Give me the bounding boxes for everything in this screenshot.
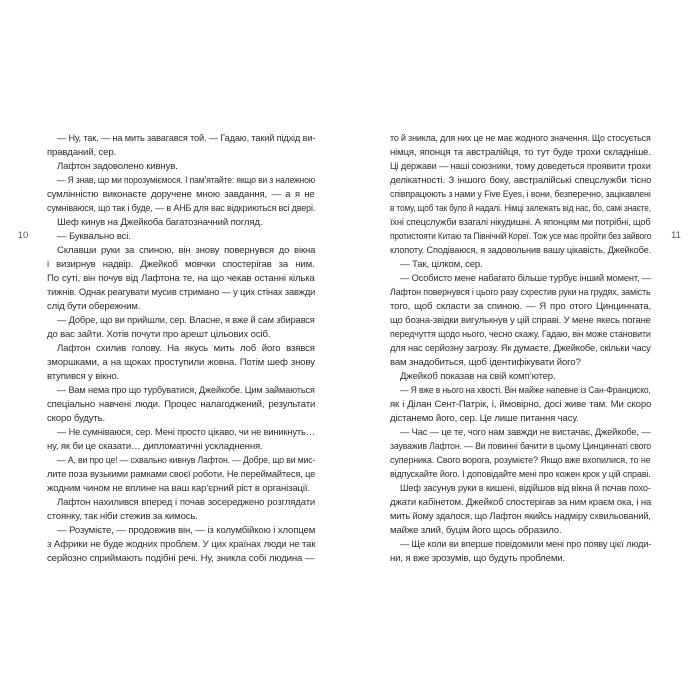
page-number-left: 10 (17, 230, 29, 241)
text-line: джати кабінетом. Джейкоб спостерігав за ним краєм ока, і на (390, 497, 652, 508)
text-line: Ці держави — наші союзники, тому доведеться проявити трохи (390, 161, 651, 172)
text-line: лите поза вузькими рамками своєї роботи. Не переймайтеся, це (47, 469, 316, 480)
text-line: суперника. Свого ворога, розумієте? Якщо вже вхопилися, то не (390, 455, 651, 466)
text-line: скоро будуть. (47, 413, 106, 424)
text-line: протистояти Китаю та Північній Кореї. Тож усе має пройти без зайвого (390, 231, 652, 242)
text-line: і визирнув надвір. Джейкоб мовчки спостерігав за ним. (47, 259, 315, 270)
text-line: делікатності. З іншого боку, австралійські спецслужби тісно (390, 175, 652, 186)
text-line: ну, як би це сказати… дипломатичні ускладнення. (47, 441, 263, 452)
text-line: правданий, сер. (47, 147, 117, 158)
text-line: Шеф кинув на Джейкоба багатозначний погляд. (57, 217, 263, 228)
text-line: Шеф засунув руки в кишені, відійшов від вікна й почав похо- (400, 483, 651, 494)
text-line: майже злий, буцім його щось образило. (390, 525, 562, 536)
text-line: з Африки не буде жодних проблем. У цих країнах люди не так (47, 539, 316, 550)
text-line: тижнів. Однак реагувати мусив стримано — у цих стінах завжди (47, 287, 316, 298)
text-line: спеціально навчені люди. Процес налагоджений, результати (47, 399, 316, 410)
text-line: стоянку, так ніби стежив за кимось. (47, 511, 198, 522)
text-line: дістанемо його, сер. Це лише питання часу. (390, 413, 579, 424)
text-line: — Час — це те, чого нам завжди не вистачає, Джейкобе, — (400, 427, 651, 438)
right-page-text (390, 132, 651, 566)
text-line: Лафтон повернувся і цього разу схрестив руки на грудях, замість (390, 287, 651, 298)
text-line: відпускайте його. І доповідайте мені про кожен крок у цій справі. (390, 469, 651, 480)
text-line: вам знадобиться, щоб ідентифікувати його? (390, 357, 581, 368)
text-line: — Я вже в нього на хвості. Він майже напевне із Сан-Франциско, (400, 385, 651, 396)
text-line: для нас серйозну загрозу. Як думаєте, Джейкобе, скільки часу (390, 343, 651, 354)
left-page-text (47, 132, 315, 566)
text-line: жодним чином не вплине на ваш кар’єрний ріст в організації. (47, 483, 310, 494)
text-line: — Ще коли ви вперше повідомили мені про появу цієї люди- (400, 539, 652, 550)
text-line: Лафтон нахилився вперед і почав зосереджено розглядати (57, 497, 316, 508)
text-line: передчуття щодо нього, чесно скажу. Гадаю, він може становити (390, 329, 651, 340)
text-line: Лафтон задоволено кивнув. (57, 161, 178, 172)
text-line: зауважив Лафтон. — Ви повинні бачити в цьому Цинциннаті свого (390, 441, 651, 452)
text-line: — Добре, що ви прийшли, сер. Власне, я вже й сам збирався (57, 315, 315, 326)
text-line: сумніваюся, що так і буде, — в АНБ для вас відкриються всі двері. (47, 203, 316, 214)
text-line: — Ну, так, — на мить завагався той. — Гадаю, такий підхід ви- (57, 133, 316, 144)
text-line: — Не сумніваюся, сер. Мені просто цікаво, чи не виникнуть… (57, 427, 315, 438)
text-line: сумлінністю виконаєте доручене мною завдання, — а я не (47, 189, 315, 200)
text-line: того, щоб скласти за спиною. — Я про отого Цинцинната, (390, 301, 651, 312)
text-line: — Так, цілком, сер. (400, 259, 483, 270)
text-line: — Особисто мене набагато більше турбує інший момент, — (400, 273, 651, 284)
text-line: співпрацюють з нами у Five Eyes, і вони, безперечно, зацікавлені (390, 189, 651, 200)
text-line: зморшками, а на щоках проступили жовна. Потім шеф знову (47, 357, 315, 368)
text-line: німця, японця та австралійця, то тут буде трохи складніше. (390, 147, 651, 158)
text-line: що бозна-звідки вигулькнув у цій справі. У мене якесь погане (390, 315, 651, 326)
text-line: мить йому здалося, що Лафтон якийсь надміру схвильований, (390, 511, 651, 522)
text-line: як і Ділан Сент-Патрік, і, ймовірно, досі живе там. Ми скоро (390, 399, 652, 410)
text-line: клопоту. Сподіваюся, я задовольнив вашу цікавість, Джейкобе. (390, 245, 652, 256)
text-line: По суті, він почув від Лафтона те, на що чекав останні кілька (47, 273, 315, 284)
text-line: то й зникла, для них це не має жодного значення. Що стосується (390, 133, 651, 144)
text-line: серйозно сприймають подібні речі. Ну, зникла собі людина — (47, 553, 315, 564)
text-line: Лафтон схилив голову. На якусь мить лоб його взявся (57, 343, 315, 354)
text-line: ни, я вже зрозумів, що будуть проблеми. (390, 553, 565, 564)
text-line: Склавши руки за спиною, він знову повернувся до вікна (57, 245, 316, 256)
text-line: — Вам нема про що турбуватися, Джейкобе. Цим займаються (57, 385, 315, 396)
text-line: до вас зайти. Хотів почути про арешт цільових осіб. (47, 329, 271, 340)
text-line: Джейкоб показав на свій комп’ютер. (400, 371, 556, 382)
text-line: в тому, щоб так було й надалі. Німці залежать від нас, бо, самі знаєте, (390, 203, 651, 214)
text-line: їхні спецслужби взагалі нікудишні. А японцям ми потрібні, щоб (390, 217, 651, 228)
text-line: втупився у вікно. (47, 371, 120, 382)
page-number-right: 11 (671, 230, 681, 241)
text-line: — Буквально всі. (57, 231, 131, 242)
text-line: — Розумієте, — продовжив він, — із колумбійкою і хлопцем (57, 525, 316, 536)
text-line: слід бути обережним. (47, 301, 141, 312)
text-line: — А, ви про це! — схвально кивнув Лафтон. — Добре, що ви мис- (57, 455, 316, 466)
text-line: — Я знав, що ми порозуміємося. І пам’ятайте: якщо ви з належною (57, 175, 316, 186)
